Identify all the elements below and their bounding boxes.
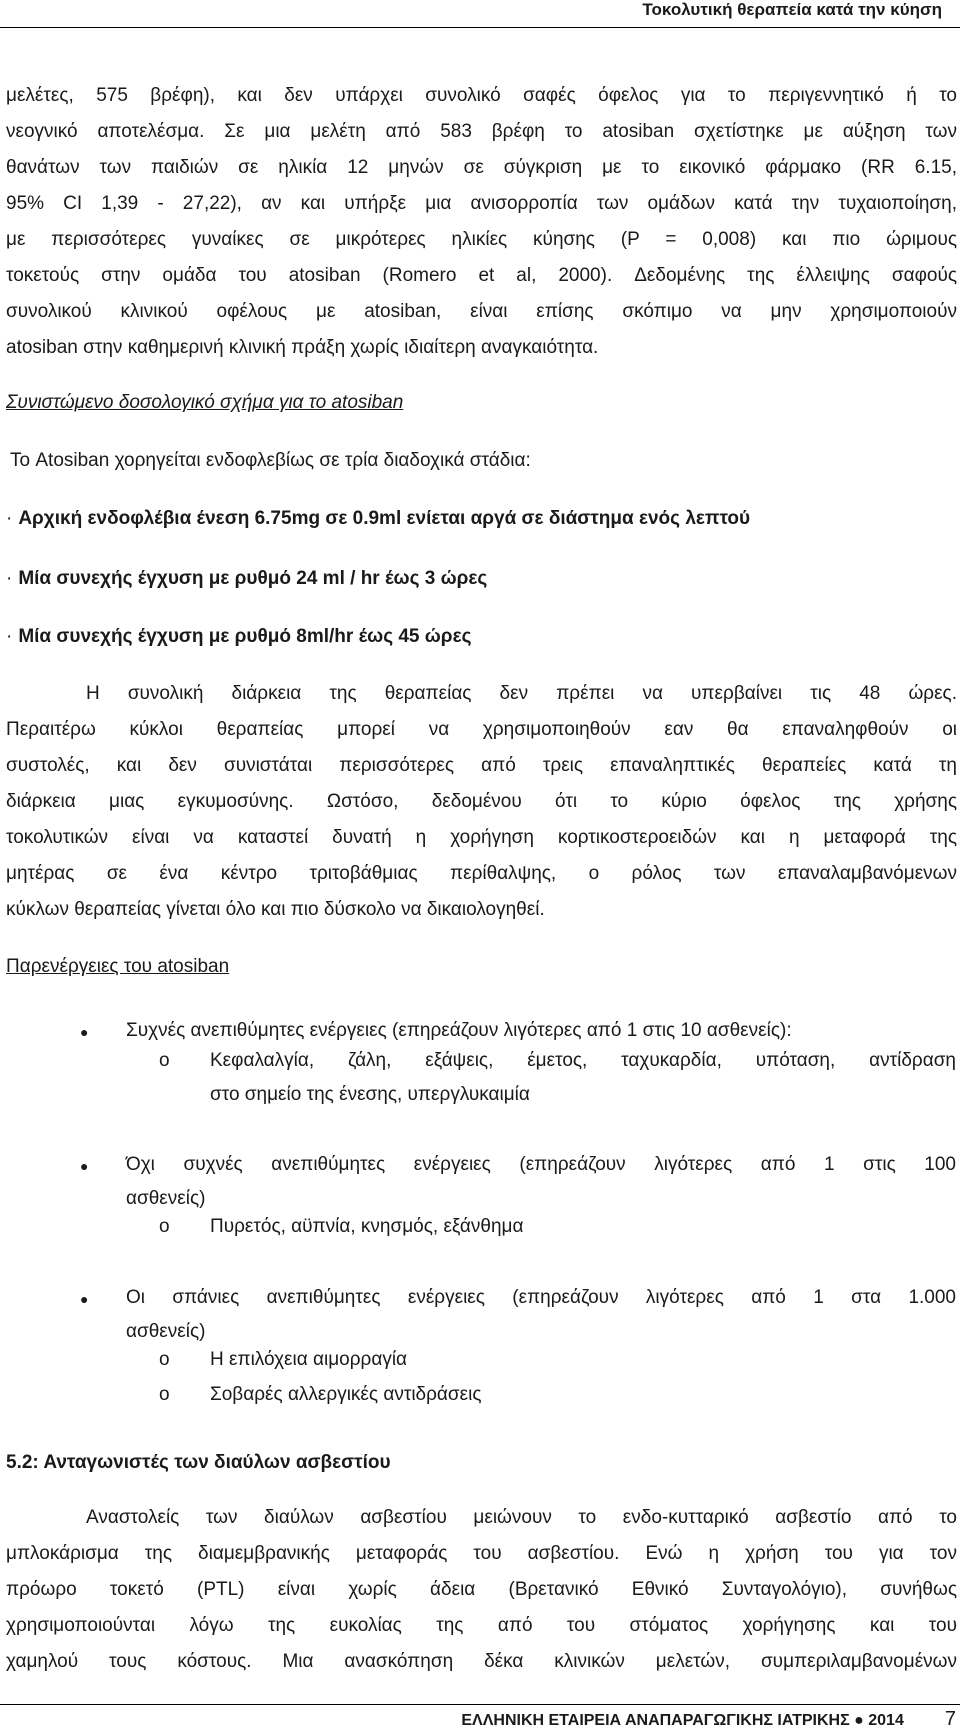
text-line: τοκολυτικών είναι να καταστεί δυνατή η χορήγηση κορτικοστεροειδών και η μεταφορά της: [6, 827, 957, 848]
side-effect-detail: [210, 1343, 956, 1377]
dosing-step-2: · Μία συνεχής έγχυση με ρυθμό 24 ml / hr έως 3 ώρες: [6, 568, 488, 589]
text-line: Σοβαρές αλλεργικές αντιδράσεις: [210, 1384, 482, 1405]
text-line: συστολές, και δεν συνιστάται περισσότερες από τρεις επαναληπτικές θεραπείες κατά τη: [6, 755, 957, 776]
side-effect-text: [126, 1148, 956, 1216]
text-line: μελέτες, 575 βρέφη), και δεν υπάρχει συνολικό σαφές όφελος για το περιγεννητικό ή το: [6, 85, 957, 106]
text-line: Αναστολείς των διαύλων ασβεστίου μειώνουν το ενδο-κυτταρικό ασβεστίο από το: [86, 1507, 957, 1528]
header-rule: [0, 27, 960, 28]
text-line: Οι σπάνιες ανεπιθύμητες ενέργειες (επηρεάζουν λιγότερες από 1 στα 1.000: [126, 1287, 956, 1308]
text-line: ασθενείς): [126, 1321, 206, 1342]
side-effect-detail: [210, 1044, 956, 1112]
dosing-step-1: · Αρχική ενδοφλέβια ένεση 6.75mg σε 0.9ml ενίεται αργά σε διάστημα ενός λεπτού: [6, 508, 751, 529]
sub-bullet-icon: o: [159, 1349, 170, 1370]
paragraph-atosiban-evidence: [6, 78, 957, 366]
text-line: Συχνές ανεπιθύμητες ενέργειες (επηρεάζουν λιγότερες από 1 στις 10 ασθενείς):: [126, 1020, 792, 1041]
section-title: 5.2: Ανταγωνιστές των διαύλων ασβεστίου: [6, 1452, 391, 1473]
text-line: θανάτων των παιδιών σε ηλικία 12 μηνών σε σύγκριση με το εικονικό φάρμακο (RR 6.15,: [6, 157, 957, 178]
text-line: Κεφαλαλγία, ζάλη, εξάψεις, έμετος, ταχυκαρδία, υπόταση, αντίδραση: [210, 1050, 956, 1071]
side-effect-text: [126, 1281, 956, 1349]
side-effects-heading: Παρενέργειες του atosiban: [6, 956, 230, 977]
dosing-heading: Συνιστώμενο δοσολογικό σχήμα για το atosiban: [6, 392, 404, 413]
text-line: Όχι συχνές ανεπιθύμητες ενέργειες (επηρεάζουν λιγότερες από 1 στις 100: [126, 1154, 956, 1175]
text-line: τοκετούς στην ομάδα του atosiban (Romero et al, 2000). Δεδομένης της έλλειψης σαφούς: [6, 265, 957, 286]
footer-org: ΕΛΛΗΝΙΚΗ ΕΤΑΙΡΕΙΑ ΑΝΑΠΑΡΑΓΩΓΙΚΗΣ ΙΑΤΡΙΚΗΣ ● 2014: [461, 1712, 904, 1729]
page-number: 7: [944, 1708, 956, 1730]
running-footer: [0, 1707, 956, 1731]
side-effect-text: [126, 1014, 956, 1048]
text-line: συνολικού κλινικού οφέλους με atosiban, είναι επίσης σκόπιμο να μην χρησιμοποιούν: [6, 301, 957, 322]
paragraph-calcium-channel-blockers: [6, 1500, 957, 1680]
middot-icon: ·: [6, 626, 13, 647]
text-line: μητέρας σε ένα κέντρο τριτοβάθμιας περίθαλψης, ο ρόλος των επαναλαμβανόμενων: [6, 863, 957, 884]
text-line: Πυρετός, αϋπνία, κνησμός, εξάνθημα: [210, 1216, 524, 1237]
bullet-icon: ●: [80, 1024, 89, 1040]
side-effect-detail: [210, 1378, 956, 1412]
sub-bullet-icon: o: [159, 1216, 170, 1237]
paragraph-treatment-duration: [6, 676, 957, 928]
text-line: διάρκεια μιας εγκυμοσύνης. Ωστόσο, δεδομένου ότι το κύριο όφελος της χρήσης: [6, 791, 957, 812]
bullet-icon: ●: [80, 1291, 89, 1307]
middot-icon: ·: [6, 508, 13, 529]
text-line: πρόωρο τοκετό (PTL) είναι χωρίς άδεια (Βρετανικό Εθνικό Συνταγολόγιο), συνήθως: [6, 1579, 957, 1600]
middot-icon: ·: [6, 568, 13, 589]
text-line: μπλοκάρισμα της διαμεμβρανικής μεταφοράς του ασβεστίου. Ενώ η χρήση του για τον: [6, 1543, 957, 1564]
dosing-intro: Το Atosiban χορηγείται ενδοφλεβίως σε τρία διαδοχικά στάδια:: [10, 450, 531, 471]
text-line: atosiban στην καθημερινή κλινική πράξη χωρίς ιδιαίτερη αναγκαιότητα.: [6, 337, 599, 358]
text-line: με περισσότερες γυναίκες σε μικρότερες ηλικίες κύησης (P = 0,008) και πιο ώριμους: [6, 229, 957, 250]
side-effect-detail: [210, 1210, 956, 1244]
text-line: στο σημείο της ένεσης, υπεργλυκαιμία: [210, 1084, 530, 1105]
bullet-icon: ●: [80, 1158, 89, 1174]
text-line: Περαιτέρω κύκλοι θεραπείας μπορεί να χρησιμοποιηθούν εαν θα επαναληφθούν οι: [6, 719, 957, 740]
text-line: Η συνολική διάρκεια της θεραπείας δεν πρέπει να υπερβαίνει τις 48 ώρες.: [86, 683, 957, 704]
running-header: Τοκολυτική θεραπεία κατά την κύηση: [642, 0, 942, 19]
text-line: κύκλων θεραπείας γίνεται όλο και πιο δύσκολο να δικαιολογηθεί.: [6, 899, 545, 920]
sub-bullet-icon: o: [159, 1384, 170, 1405]
sub-bullet-icon: o: [159, 1050, 170, 1071]
dosing-step-3: · Μία συνεχής έγχυση με ρυθμό 8ml/hr έως 45 ώρες: [6, 626, 472, 647]
text-line: Η επιλόχεια αιμορραγία: [210, 1349, 408, 1370]
text-line: 95% CI 1,39 - 27,22), αν και υπήρξε μια ανισορροπία των ομάδων κατά την τυχαιοποίηση,: [6, 193, 957, 214]
text-line: νεογνικό αποτελέσμα. Σε μια μελέτη από 583 βρέφη το atosiban σχετίστηκε με αύξηση των: [6, 121, 957, 142]
footer-rule: [0, 1704, 960, 1705]
text-line: χρησιμοποιούνται λόγω της ευκολίας της από του στόματος χορήγησης και του: [6, 1615, 957, 1636]
text-line: χαμηλού τους κόστους. Μια ανασκόπηση δέκα κλινικών μελετών, συμπεριλαμβανομένων: [6, 1651, 957, 1672]
text-line: ασθενείς): [126, 1188, 206, 1209]
